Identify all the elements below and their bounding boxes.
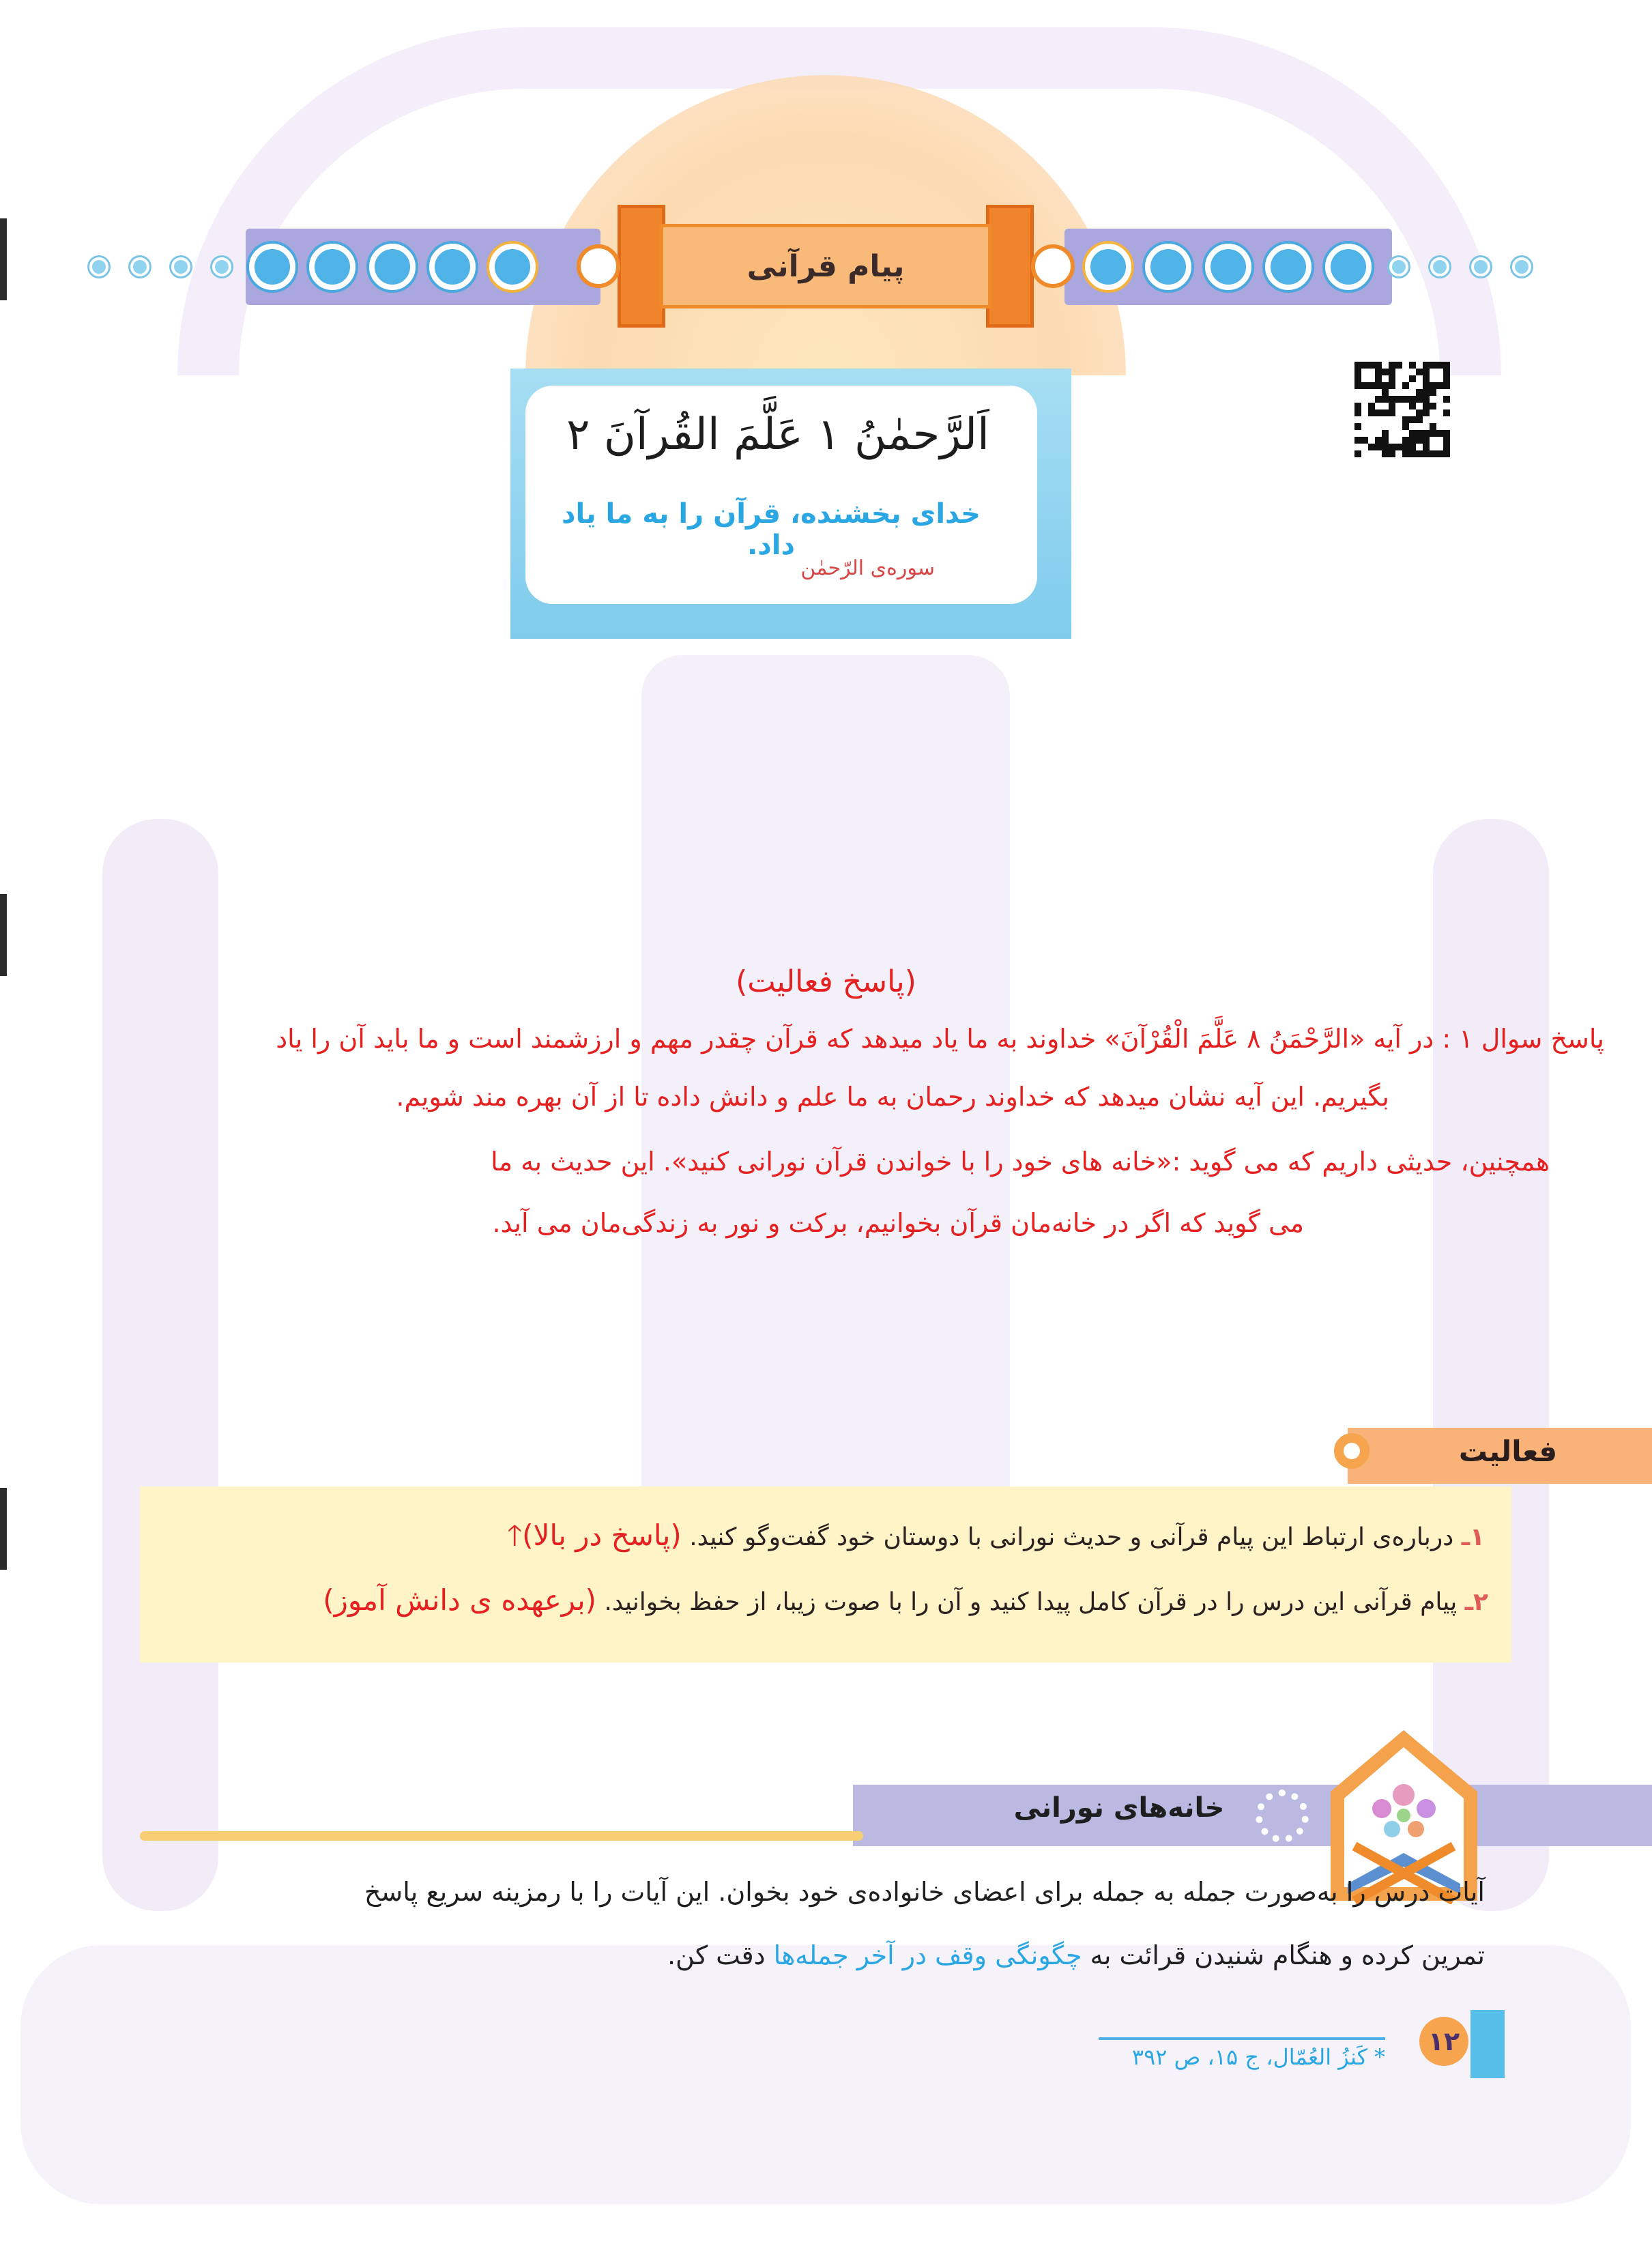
bead-ring — [1145, 244, 1191, 290]
watermark-stroke-mid — [641, 655, 1010, 1597]
activity-answer-note: (برعهده ی دانش آموز) — [323, 1583, 597, 1617]
footnote-reference: * کَنزُ العُمّال، ج ۱۵، ص ۳۹۲ — [1131, 2044, 1385, 2070]
activity-item-number: ۲ـ — [1464, 1588, 1488, 1616]
section-title: پیام قرآنی — [747, 248, 905, 284]
bead-dot — [1430, 257, 1449, 276]
arrow-up-icon: 🡑 — [507, 1519, 523, 1552]
bead-ring — [1265, 244, 1312, 290]
bead-dot — [130, 257, 149, 276]
bead-ring — [489, 244, 536, 290]
activity-item-text: درباره‌ی ارتباط این پیام قرآنی و حدیث نورانی با دوستان خود گفت‌وگو کنید. — [689, 1523, 1454, 1551]
noorani-highlight: چگونگی وقف در آخر جمله‌ها — [773, 1940, 1082, 1970]
verse-source: سوره‌ی الرّحمٰن — [800, 556, 935, 580]
noorani-ring-icon — [1256, 1789, 1309, 1843]
bead-row-left — [78, 244, 542, 289]
answer-line: می گوید که اگر در خانه‌مان قرآن بخوانیم، برکت و نور به زندگی‌مان می آید. — [492, 1208, 1304, 1238]
bead-ring — [309, 244, 356, 290]
qr-code-icon[interactable] — [1354, 362, 1450, 457]
plaque-center — [660, 224, 991, 308]
watermark-edge-left-2 — [0, 894, 7, 976]
verse-arabic: اَلرَّحمٰنُ ١ عَلَّمَ القُرآنَ ٢ — [566, 409, 989, 460]
activity-bullet-icon — [1334, 1433, 1370, 1469]
activity-box — [140, 1486, 1511, 1663]
answer-line: همچنین، حدیثی داریم که می گوید :«خانه های خود را با خواندن قرآن نورانی کنید». این حدیث به ما — [491, 1147, 1550, 1177]
bead-dot — [1471, 257, 1490, 276]
activity-item-1 — [507, 1515, 1485, 1564]
answer-line: پاسخ سوال ۱ : در آیه «الرَّحْمَنُ ۸ عَلَّمَ الْقُرْآنَ» خداوند به ما یاد میدهد که قرآن چقدر مهم و ارزشمند است و ما باید آن را یاد — [276, 1024, 1604, 1054]
bead-row-right — [1078, 244, 1542, 289]
answer-line: بگیریم. این آیه نشان میدهد که خداوند رحمان به ما علم و دانش داده تا از آن بهره مند شویم. — [396, 1082, 1389, 1112]
bead-dot — [212, 257, 231, 276]
section-header-plaque — [618, 205, 1034, 328]
activity-answer-note: (پاسخ در بالا) — [522, 1519, 682, 1552]
noorani-line2-start: تمرین کرده و هنگام شنیدن قرائت به — [1082, 1940, 1485, 1970]
activity-title: فعالیت — [1458, 1435, 1558, 1468]
activity-item-text: پیام قرآنی این درس را در قرآن کامل پیدا کنید و آن را با صوت زیبا، از حفظ بخوانید. — [604, 1588, 1458, 1616]
answer-title: (پاسخ فعالیت) — [736, 964, 916, 999]
bead-dot — [1389, 257, 1408, 276]
noorani-underline — [140, 1831, 863, 1841]
activity-item-number: ۱ـ — [1461, 1523, 1485, 1551]
plaque-side-left — [618, 205, 665, 328]
watermark-text-shape — [20, 1945, 1631, 2204]
noorani-line2-end: دقت کن. — [667, 1940, 774, 1970]
page-number: ۱۲ — [1419, 2017, 1468, 2066]
plaque-medallion-right — [1031, 244, 1075, 288]
noorani-paragraph-line-1: آیات درس را به‌صورت جمله به جمله برای اعضای خانواده‌ی خود بخوان. این آیات را با رمزینه سریع پاسخ — [364, 1877, 1485, 1907]
bead-dot — [171, 257, 190, 276]
noorani-paragraph-line-2 — [667, 1940, 1485, 1970]
watermark-edge-left-3 — [0, 1488, 7, 1570]
plaque-medallion-left — [577, 244, 620, 288]
bead-dot — [1512, 257, 1531, 276]
bead-ring — [369, 244, 416, 290]
verse-translation: خدای بخشنده، قرآن را به ما یاد داد. — [562, 498, 981, 561]
page-corner-tab — [1470, 2010, 1505, 2078]
bead-ring — [1325, 244, 1372, 290]
bead-dot — [89, 257, 108, 276]
footnote-rule — [1099, 2037, 1385, 2040]
plaque-side-right — [986, 205, 1034, 328]
bead-ring — [249, 244, 295, 290]
bead-ring — [1205, 244, 1251, 290]
noorani-title: خانه‌های نورانی — [1013, 1792, 1225, 1824]
watermark-edge-left — [0, 218, 7, 300]
noorani-header-band — [853, 1785, 1652, 1846]
activity-item-2 — [323, 1583, 1488, 1617]
bead-ring — [429, 244, 476, 290]
bead-ring — [1085, 244, 1131, 290]
